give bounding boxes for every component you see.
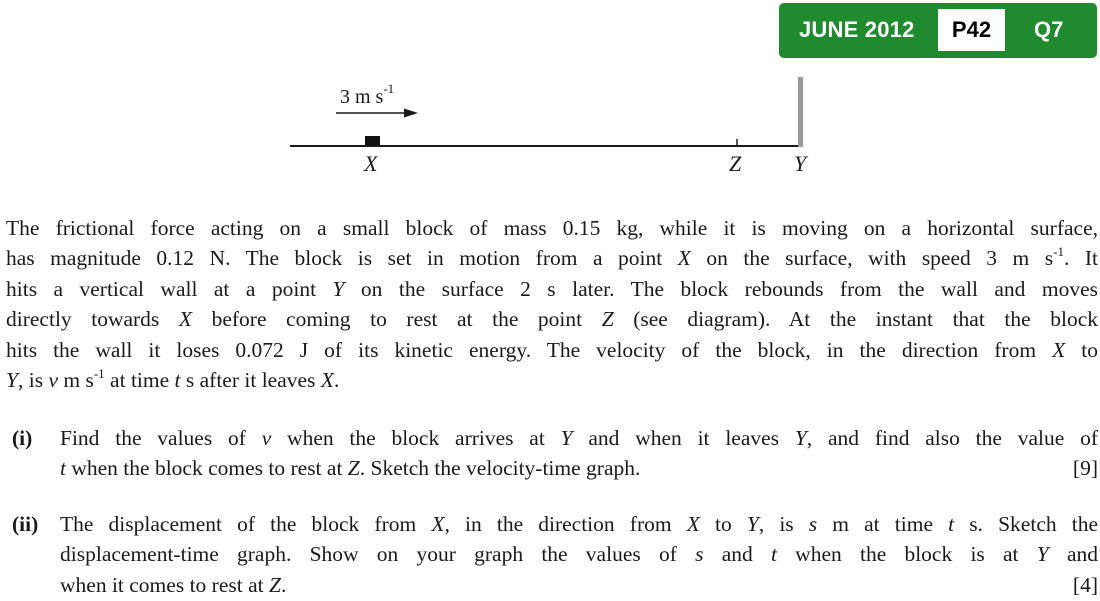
question-number: Q7 (1034, 17, 1064, 42)
stem-line: hits a vertical wall at a point Y on the surface 2 s later. The block rebounds from the wall and moves (6, 276, 1098, 301)
stem-line: has magnitude 0.12 N. The block is set in motion from a point X on the surface, with speed 3 m $s^{-1}$. It (6, 244, 1098, 271)
part-line: Find the values of v when the block arrives at Y and when it leaves Y, and find also the value of (60, 426, 1098, 450)
marks-label: [9] (1072, 456, 1098, 481)
part-line: displacement-time graph. Show on your graph the values of s and t when the block is at Y and (60, 542, 1098, 567)
part-line: t when the block comes to rest at Z. Sketch the velocity-time graph. [9] (60, 453, 1098, 483)
part-body (60, 509, 1098, 600)
part-body (60, 423, 1098, 484)
part-number: (i) (12, 426, 33, 450)
stem-line: Y, is v m $s^{-1}$ at time t s after it leaves X. (6, 366, 340, 393)
vertical-wall (798, 77, 803, 147)
stem-line: hits the wall it loses 0.072 J of its kinetic energy. The velocity of the block, in the direction from X to (6, 337, 1098, 362)
point-x-label: X (364, 151, 378, 176)
part-number: (ii) (12, 512, 39, 536)
paper-code: P42 (938, 9, 1005, 51)
point-y-label: Y (794, 151, 807, 176)
part-line: when it comes to rest at Z. [4] (60, 570, 1098, 600)
velocity-arrow-head (404, 109, 418, 118)
speed-value: 3 m s (340, 86, 384, 108)
question-stem (6, 213, 1098, 395)
point-z-label: Z (729, 151, 742, 176)
exam-session: JUNE 2012 (799, 17, 915, 42)
stem-line: The frictional force acting on a small block of mass 0.15 kg, while it is moving on a horizontal surface, (6, 216, 1098, 240)
speed-exponent: -1 (383, 81, 395, 96)
marks-label: [4] (1072, 572, 1098, 597)
speed-label (340, 81, 394, 108)
motion-diagram (0, 0, 1100, 200)
block (365, 136, 380, 146)
stem-line: directly towards X before coming to rest at the point Z (see diagram). At the instant that the block (6, 307, 1098, 332)
part-line: The displacement of the block from X, in the direction from X to Y, is s m at time t s. Sketch the (60, 512, 1099, 536)
